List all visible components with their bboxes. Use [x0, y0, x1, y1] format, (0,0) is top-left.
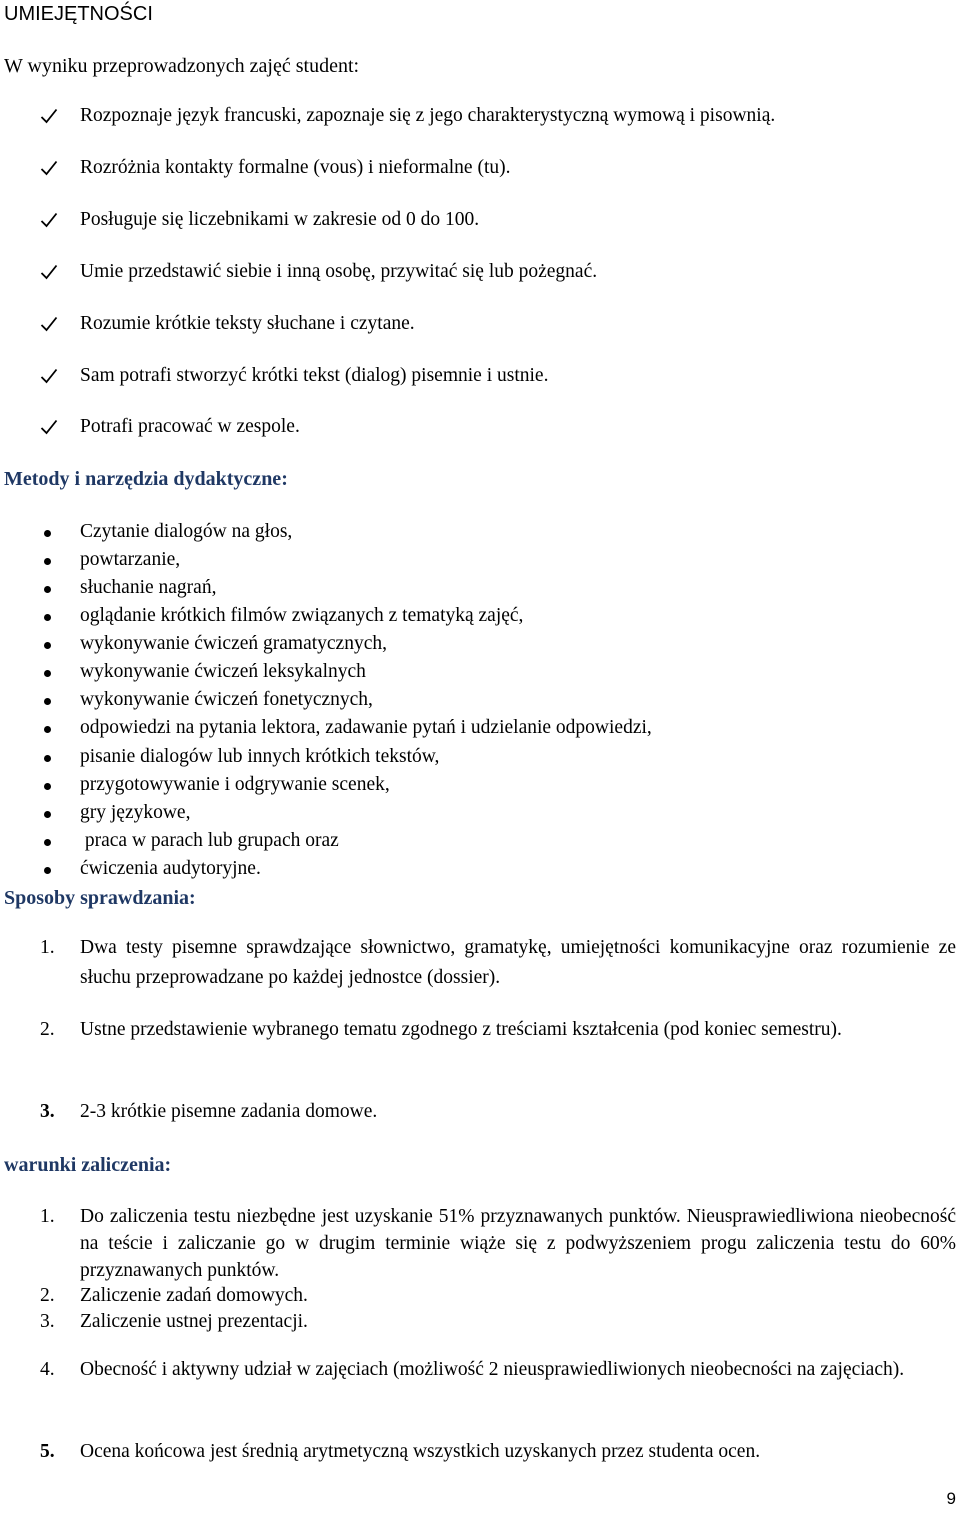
item-number: 2. [40, 1019, 55, 1040]
method-label: praca w parach lub grupach oraz [80, 830, 339, 851]
bullet-icon [44, 558, 51, 565]
bullet-icon [44, 614, 51, 621]
item-number: 1. [40, 1206, 55, 1227]
bullet-icon [44, 642, 51, 649]
method-label: wykonywanie ćwiczeń fonetycznych, [80, 689, 373, 710]
bullet-icon [44, 586, 51, 593]
intro-text: W wyniku przeprowadzonych zajęć student: [4, 55, 360, 77]
item-text: Ocena końcowa jest średnią arytmetyczną wszystkich uzyskanych przez studenta ocen. [80, 1441, 761, 1462]
bullet-icon [44, 670, 51, 677]
item-number: 5. [40, 1441, 55, 1462]
checkmark-icon [40, 419, 58, 435]
item-text: 2-3 krótkie pisemne zadania domowe. [80, 1101, 378, 1122]
bullet-icon [44, 867, 51, 874]
method-label: słuchanie nagrań, [80, 577, 217, 598]
item-text: Ustne przedstawienie wybranego tematu zgodnego z treściami kształcenia (pod koniec semestru). [80, 1019, 842, 1040]
bullet-icon [44, 726, 51, 733]
bullet-icon [44, 839, 51, 846]
method-label: pisanie dialogów lub innych krótkich tekstów, [80, 746, 440, 767]
item-text: Obecność i aktywny udział w zajęciach (możliwość 2 nieusprawiedliwionych nieobecności na zajęciach). [80, 1359, 905, 1380]
method-label: wykonywanie ćwiczeń leksykalnych [80, 661, 366, 682]
checkmark-icon [40, 160, 58, 176]
method-label: ćwiczenia audytoryjne. [80, 858, 261, 879]
skill-label: Posługuje się liczebnikami w zakresie od 0 do 100. [80, 209, 480, 230]
skill-label: Rozróżnia kontakty formalne (vous) i nieformalne (tu). [80, 157, 511, 178]
item-text: Zaliczenie zadań domowych. [80, 1285, 308, 1306]
skill-label: Potrafi pracować w zespole. [80, 416, 300, 437]
skill-label: Sam potrafi stworzyć krótki tekst (dialog) pisemnie i ustnie. [80, 365, 549, 386]
section-title: UMIEJĘTNOŚCI [4, 3, 153, 25]
item-text: Dwa testy pisemne sprawdzające słownictwo, gramatykę, umiejętności komunikacyjne oraz rozumienie ze słuchu przeprowadzane po każdej jednostce (dossier). [80, 937, 956, 988]
method-label: wykonywanie ćwiczeń gramatycznych, [80, 633, 387, 654]
checkmark-icon [40, 316, 58, 332]
item-number: 3. [40, 1101, 55, 1122]
bullet-icon [44, 698, 51, 705]
skill-label: Rozumie krótkie teksty słuchane i czytane. [80, 313, 415, 334]
method-label: Czytanie dialogów na głos, [80, 521, 293, 542]
item-number: 2. [40, 1285, 55, 1306]
methods-heading: Metody i narzędzia dydaktyczne: [4, 468, 288, 490]
checkmark-icon [40, 212, 58, 228]
method-label: przygotowywanie i odgrywanie scenek, [80, 774, 390, 795]
checkmark-icon [40, 108, 58, 124]
item-number: 4. [40, 1359, 55, 1380]
bullet-icon [44, 530, 51, 537]
method-label: gry językowe, [80, 802, 191, 823]
bullet-icon [44, 783, 51, 790]
skill-label: Umie przedstawić siebie i inną osobę, przywitać się lub pożegnać. [80, 261, 598, 282]
method-label: oglądanie krótkich filmów związanych z tematyką zajęć, [80, 605, 524, 626]
method-label: powtarzanie, [80, 549, 181, 570]
skill-label: Rozpoznaje język francuski, zapoznaje się z jego charakterystyczną wymową i pisownią. [80, 105, 776, 126]
assessment-heading: Sposoby sprawdzania: [4, 887, 196, 909]
method-label: odpowiedzi na pytania lektora, zadawanie pytań i udzielanie odpowiedzi, [80, 717, 652, 738]
item-number: 3. [40, 1311, 55, 1332]
item-text: Zaliczenie ustnej prezentacji. [80, 1311, 308, 1332]
checkmark-icon [40, 264, 58, 280]
checkmark-icon [40, 368, 58, 384]
page-number: 9 [946, 1489, 956, 1508]
item-text: Do zaliczenia testu niezbędne jest uzyskanie 51% przyznawanych punktów. Nieusprawiedliwiona nieobecność na teście i zaliczanie go w drugim terminie wiąże się z podwyższeniem progu zaliczenia testu do 60% przyznawanych punktów. [80, 1206, 956, 1281]
item-number: 1. [40, 937, 55, 958]
bullet-icon [44, 755, 51, 762]
bullet-icon [44, 811, 51, 818]
conditions-heading: warunki zaliczenia: [4, 1154, 172, 1176]
